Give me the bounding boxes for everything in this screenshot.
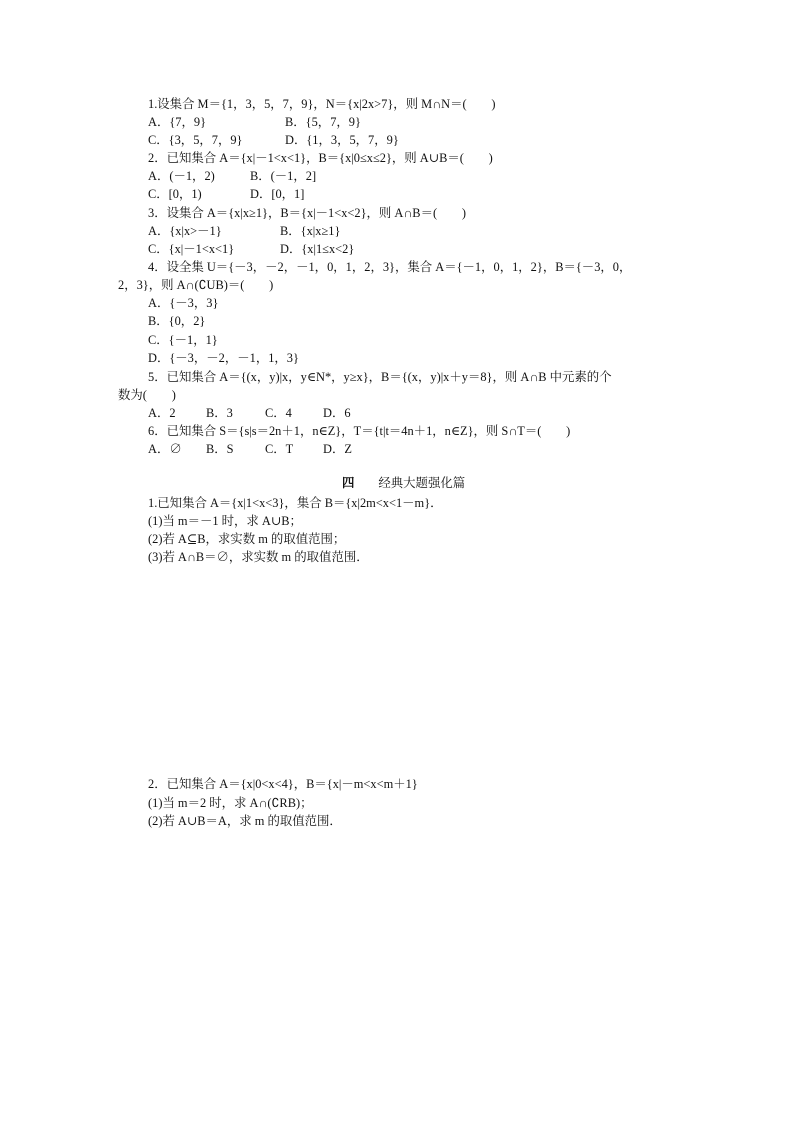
option-a: A．∅ bbox=[148, 442, 182, 456]
question-stem-line-1: 5．已知集合 A＝{(x，y)|x，y∈N*，y≥x}，B＝{(x，y)|x＋y＝8}，则 A∩B 中元素的个 bbox=[148, 370, 612, 384]
option-b: B．S bbox=[206, 442, 234, 456]
option-a: A．{x|x>－1} bbox=[148, 224, 222, 238]
option-a: A．{－3，3} bbox=[148, 296, 219, 310]
question-stem-line-2: 2，3}，则 A∩(∁UB)＝( ) bbox=[118, 278, 274, 292]
sub-question-1: (1)当 m＝2 时，求 A∩(∁RB)； bbox=[148, 796, 313, 810]
sub-question-2: (2)若 A⊆B，求实数 m 的取值范围； bbox=[148, 532, 346, 546]
sub-question-3: (3)若 A∩B＝∅，求实数 m 的取值范围． bbox=[148, 550, 369, 564]
option-a: A．2 bbox=[148, 406, 176, 420]
option-b: B．3 bbox=[206, 406, 233, 420]
question-stem: 2．已知集合 A＝{x|0<x<4}，B＝{x|－m<x<m＋1} bbox=[148, 777, 418, 791]
option-d: D．Z bbox=[323, 442, 352, 456]
option-c: C．{x|－1<x<1} bbox=[148, 242, 235, 256]
option-c: C．T bbox=[265, 442, 294, 456]
section-heading: 经典大题强化篇 bbox=[378, 476, 466, 490]
question-stem-line-2: 数为( ) bbox=[118, 388, 176, 402]
sub-question-1: (1)当 m＝－1 时，求 A∪B； bbox=[148, 514, 302, 528]
option-c: C．{3，5，7，9} bbox=[148, 133, 243, 147]
question-stem: 1.设集合 M＝{1，3，5，7，9}，N＝{x|2x>7}，则 M∩N＝( ) bbox=[148, 97, 496, 111]
option-c: C．[0，1) bbox=[148, 187, 202, 201]
option-b: B．{x|x≥1} bbox=[280, 224, 341, 238]
option-a: A．(－1，2) bbox=[148, 169, 215, 183]
option-c: C．{－1，1} bbox=[148, 333, 218, 347]
option-d: D．[0，1] bbox=[250, 187, 305, 201]
sub-question-2: (2)若 A∪B＝A，求 m 的取值范围． bbox=[148, 814, 342, 828]
question-stem: 3．设集合 A＝{x|x≥1}，B＝{x|－1<x<2}，则 A∩B＝( ) bbox=[148, 206, 466, 220]
option-d: D．6 bbox=[323, 406, 351, 420]
option-b: B．(－1，2] bbox=[250, 169, 317, 183]
option-d: D．{1，3，5，7，9} bbox=[285, 133, 399, 147]
option-b: B．{0，2} bbox=[148, 314, 206, 328]
option-b: B．{5，7，9} bbox=[285, 115, 361, 129]
question-stem: 1.已知集合 A＝{x|1<x<3}，集合 B＝{x|2m<x<1－m}． bbox=[148, 496, 443, 510]
option-d: D．{x|1≤x<2} bbox=[280, 242, 355, 256]
option-a: A．{7，9} bbox=[148, 115, 207, 129]
question-stem-line-1: 4．设全集 U＝{－3，－2，－1，0，1，2，3}，集合 A＝{－1，0，1，2}，B＝{－3，0， bbox=[148, 260, 632, 274]
section-number: 四 bbox=[342, 476, 355, 490]
question-stem: 2．已知集合 A＝{x|－1<x<1}，B＝{x|0≤x≤2}，则 A∪B＝( ) bbox=[148, 151, 493, 165]
option-c: C．4 bbox=[265, 406, 292, 420]
option-d: D．{－3，－2，－1，1，3} bbox=[148, 351, 299, 365]
question-stem: 6．已知集合 S＝{s|s＝2n＋1，n∈Z}，T＝{t|t＝4n＋1，n∈Z}，则 S∩T＝( ) bbox=[148, 424, 571, 438]
section-title bbox=[342, 476, 465, 491]
